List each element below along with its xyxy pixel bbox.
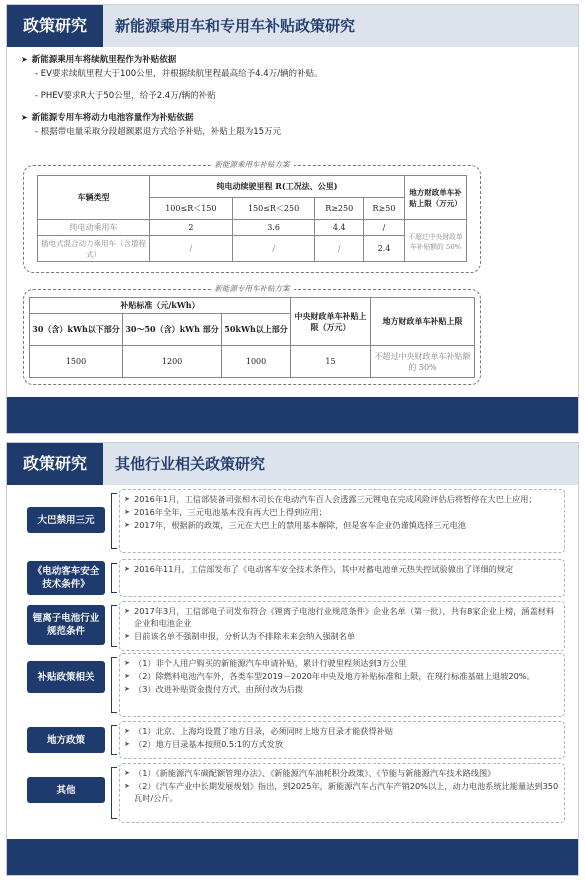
policy-item: ➤ （2）除燃料电池汽车外，各类车型2019－2020年中央及地方补贴标准和上限，在现行标准基础上退坡20%。 bbox=[124, 670, 560, 682]
range-2: 150≤R＜250 bbox=[232, 198, 315, 220]
heading-special: ➤ 新能源专用车将动力电池容量作为补贴依据 bbox=[21, 111, 566, 125]
special-subsidy-table bbox=[29, 297, 475, 378]
slide-footer-bar bbox=[7, 397, 578, 433]
slide-header bbox=[7, 443, 578, 485]
section-label: 其他 bbox=[27, 777, 105, 803]
section-items bbox=[119, 601, 565, 651]
bullet-ev: - EV要求续航里程大于100公里，并根据续航里程最高给予4.4万/辆的补贴。 bbox=[35, 69, 323, 79]
col-central-cap: 中央财政单车补贴上限（万元） bbox=[291, 298, 371, 346]
section-items bbox=[119, 763, 565, 823]
range-3: R≥250 bbox=[315, 198, 364, 220]
table1-caption: 新能源乘用车补贴方案 bbox=[211, 160, 294, 169]
section-bracket bbox=[111, 657, 117, 713]
slide-other-policies bbox=[6, 442, 579, 876]
col-range: 纯电动续驶里程 R(工况法、公里) bbox=[150, 176, 405, 198]
band-1: 30（含）kWh以下部分 bbox=[30, 314, 123, 346]
policy-text bbox=[21, 53, 566, 139]
cell: 1000 bbox=[222, 346, 291, 378]
policy-item: ➤ （1）《新能源汽车碳配额管理办法》、《新能源汽车油耗积分政策》、《节能与新能源汽车技术路线图》 bbox=[124, 767, 560, 779]
cell: 1500 bbox=[30, 346, 123, 378]
range-4: R≥50 bbox=[363, 198, 404, 220]
cell: 4.4 bbox=[315, 220, 364, 236]
section-tag: 政策研究 bbox=[7, 443, 103, 485]
policy-item: ➤ 2017年3月，工信部电子司发布符合《锂离子电池行业规范条件》企业名单（第一批），共有8家企业上榜，涵盖材料企业和电池企业 bbox=[124, 605, 560, 629]
section-label: 《电动客车安全技术条件》 bbox=[27, 561, 105, 595]
section-tag: 政策研究 bbox=[7, 5, 103, 47]
slide-subsidy-policy bbox=[6, 4, 579, 434]
policy-item: ➤ 2016年11月，工信部发布了《电动客车安全技术条件》，其中对蓄电池单元热失控试验做出了详细的规定 bbox=[124, 563, 560, 575]
cell: 1200 bbox=[123, 346, 222, 378]
row-ev-type: 纯电动乘用车 bbox=[38, 220, 150, 236]
policy-item: ➤ 目前该名单不强制申报，分析认为不排除未来会纳入强制名单 bbox=[124, 630, 560, 642]
section-bracket bbox=[111, 605, 117, 647]
row-phev-type: 插电式混合动力乘用车（含增程式） bbox=[38, 236, 150, 262]
local-cap-note: 不超过中央财政单车补贴额的 50% bbox=[371, 346, 475, 378]
policy-item: ➤ （1）非个人用户购买的新能源汽车申请补贴，累计行驶里程须达到3万公里 bbox=[124, 657, 560, 669]
policy-item: ➤ 2016年1月，工信部装备司张相木司长在电动汽车百人会透露三元锂电在完成风险评估后将暂停在大巴上应用； bbox=[124, 493, 560, 505]
cell: 2.4 bbox=[363, 236, 404, 262]
slide-header bbox=[7, 5, 578, 47]
section-bracket bbox=[111, 493, 117, 549]
cell: 2 bbox=[150, 220, 233, 236]
cell: / bbox=[232, 236, 315, 262]
policy-item: ➤ （3）改进补贴资金拨付方式，由预付改为后拨 bbox=[124, 683, 560, 695]
cell: / bbox=[363, 220, 404, 236]
section-label: 补贴政策相关 bbox=[27, 661, 105, 693]
policy-item: ➤ 2017年，根据新的政策，三元在大巴上的禁用基本解除，但是客车企业仍谨慎选择三元电池 bbox=[124, 519, 560, 531]
cell: 15 bbox=[291, 346, 371, 378]
cell: / bbox=[150, 236, 233, 262]
col-local-cap: 地方财政单车补贴上限 bbox=[371, 298, 475, 346]
col-vehicle-type: 车辆类型 bbox=[38, 176, 150, 220]
bullet-special: - 根据带电量采取分段超额累退方式给予补贴，补贴上限为15万元 bbox=[35, 127, 282, 137]
section-items bbox=[119, 489, 565, 553]
section-bracket bbox=[111, 725, 117, 755]
section-label: 大巴禁用三元 bbox=[27, 507, 105, 533]
heading-passenger: ➤ 新能源乘用车将续航里程作为补贴依据 bbox=[21, 53, 566, 67]
range-1: 100≤R＜150 bbox=[150, 198, 233, 220]
section-items bbox=[119, 653, 565, 717]
band-2: 30～50（含）kWh 部分 bbox=[123, 314, 222, 346]
bullet-phev: - PHEV要求R大于50公里，给予2.4万/辆的补贴 bbox=[35, 91, 216, 101]
slide-footer-bar bbox=[7, 839, 578, 875]
policy-item: ➤ （1）北京、上海均设置了地方目录，必须同时上地方目录才能获得补贴 bbox=[124, 725, 560, 737]
section-bracket bbox=[111, 767, 117, 819]
band-3: 50kWh以上部分 bbox=[222, 314, 291, 346]
cell: / bbox=[315, 236, 364, 262]
policy-item: ➤ （2）地方目录基本按照0.5:1的方式发放 bbox=[124, 738, 560, 750]
policy-item: ➤ 2016年全年，三元电池基本没有再大巴上得到应用； bbox=[124, 506, 560, 518]
policy-item: ➤ （2）《汽车产业中长期发展规划》指出，到2025年，新能源汽车占汽车产销20%以上，动力电池系统比能量达到350瓦时/公斤。 bbox=[124, 780, 560, 804]
cell: 3.6 bbox=[232, 220, 315, 236]
slide-title: 其他行业相关政策研究 bbox=[115, 455, 266, 473]
passenger-subsidy-table bbox=[37, 175, 467, 262]
section-label: 地方政策 bbox=[27, 727, 105, 753]
col-local-cap: 地方财政单车补贴上限（万元） bbox=[405, 176, 467, 220]
slide-title: 新能源乘用车和专用车补贴政策研究 bbox=[115, 17, 356, 35]
section-label: 锂离子电池行业规范条件 bbox=[27, 605, 105, 645]
col-standard: 补贴标准（元/kWh） bbox=[30, 298, 291, 314]
section-items bbox=[119, 559, 565, 597]
section-bracket bbox=[111, 563, 117, 593]
section-items bbox=[119, 721, 565, 759]
local-cap-note: 不超过中央财政单车补贴额的 50% bbox=[405, 220, 467, 262]
table2-caption: 新能源专用车补贴方案 bbox=[211, 284, 294, 293]
